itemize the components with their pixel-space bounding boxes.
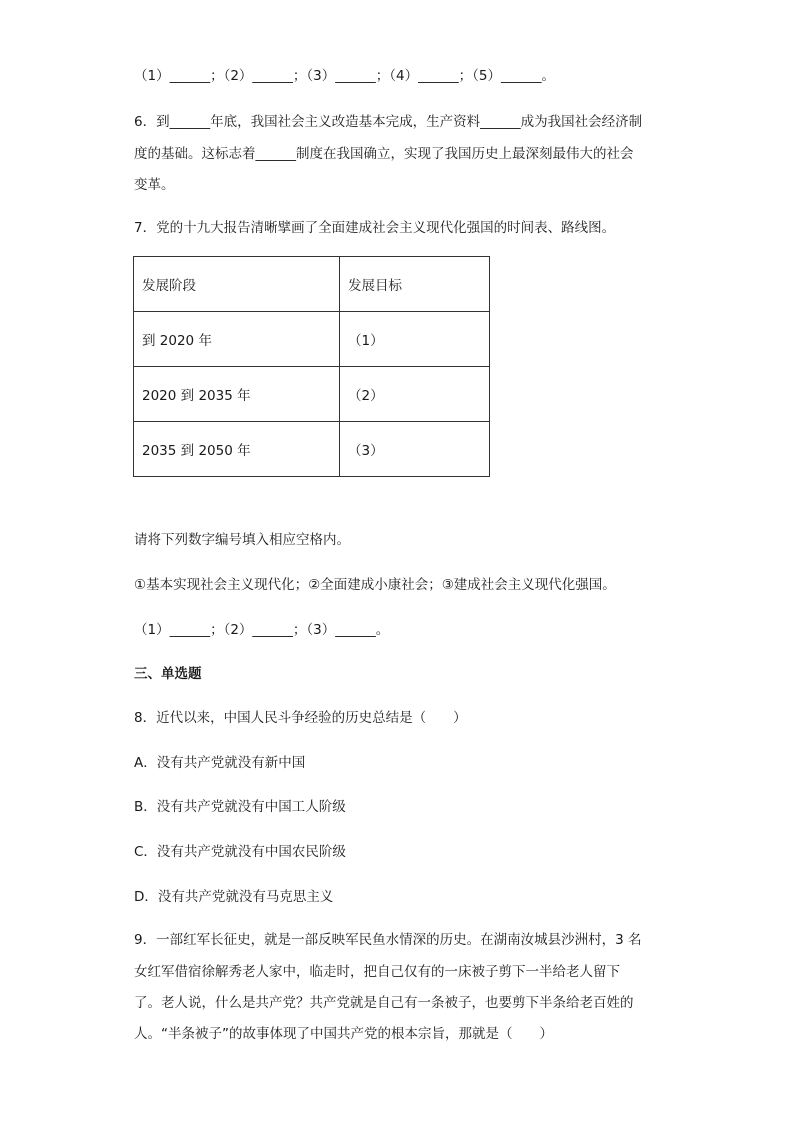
q7-instruction: 请将下列数字编号填入相应空格内。 <box>134 532 350 548</box>
q8-option-a: A．没有共产党就没有新中国 <box>134 755 306 771</box>
q8-option-c: C．没有共产党就没有中国农民阶级 <box>134 844 346 860</box>
section-title: 三、单选题 <box>134 666 202 682</box>
q7-intro: 7．党的十九大报告清晰擘画了全面建成社会主义现代化强国的时间表、路线图。 <box>134 220 616 236</box>
table-row <box>134 312 490 367</box>
q9-line-4: 人。“半条被子”的故事体现了中国共产党的根本宗旨，那就是（ ） <box>134 1026 553 1042</box>
table-header-row <box>134 257 490 312</box>
table-cell: （1） <box>340 312 490 367</box>
q8-option-d: D．没有共产党就没有马克思主义 <box>134 889 334 905</box>
q7-answer-line: （1）______；（2）______；（3）______。 <box>134 622 390 638</box>
q7-options: ①基本实现社会主义现代化；②全面建成小康社会；③建成社会主义现代化强国。 <box>134 577 616 593</box>
development-stage-table <box>133 256 490 477</box>
table-cell: （2） <box>340 367 490 422</box>
table-cell: 2035 到 2050 年 <box>134 422 340 477</box>
q9-line-1: 9．一部红军长征史，就是一部反映军民鱼水情深的历史。在湖南汝城县沙洲村，3 名 <box>134 932 642 948</box>
q8-stem: 8．近代以来，中国人民斗争经验的历史总结是（ ） <box>134 710 467 726</box>
table-header-cell: 发展阶段 <box>134 257 340 312</box>
table-cell: 2020 到 2035 年 <box>134 367 340 422</box>
q5-answer-line: （1）______；（2）______；（3）______；（4）______；（5）______。 <box>134 68 555 84</box>
q9-line-3: 了。老人说，什么是共产党？共产党就是自己有一条被子，也要剪下半条给老百姓的 <box>134 995 634 1011</box>
table-header-cell: 发展目标 <box>340 257 490 312</box>
table-row <box>134 422 490 477</box>
q6-line-3: 变革。 <box>134 177 175 193</box>
q8-option-b: B．没有共产党就没有中国工人阶级 <box>134 799 346 815</box>
table-cell: （3） <box>340 422 490 477</box>
q6-line-2: 度的基础。这标志着______制度在我国确立，实现了我国历史上最深刻最伟大的社会 <box>134 146 634 162</box>
q9-line-2: 女红军借宿徐解秀老人家中，临走时，把自己仅有的一床被子剪下一半给老人留下 <box>134 964 620 980</box>
q6-line-1: 6．到______年底，我国社会主义改造基本完成，生产资料______成为我国社会经济制 <box>134 114 643 130</box>
table-cell: 到 2020 年 <box>134 312 340 367</box>
table-row <box>134 367 490 422</box>
